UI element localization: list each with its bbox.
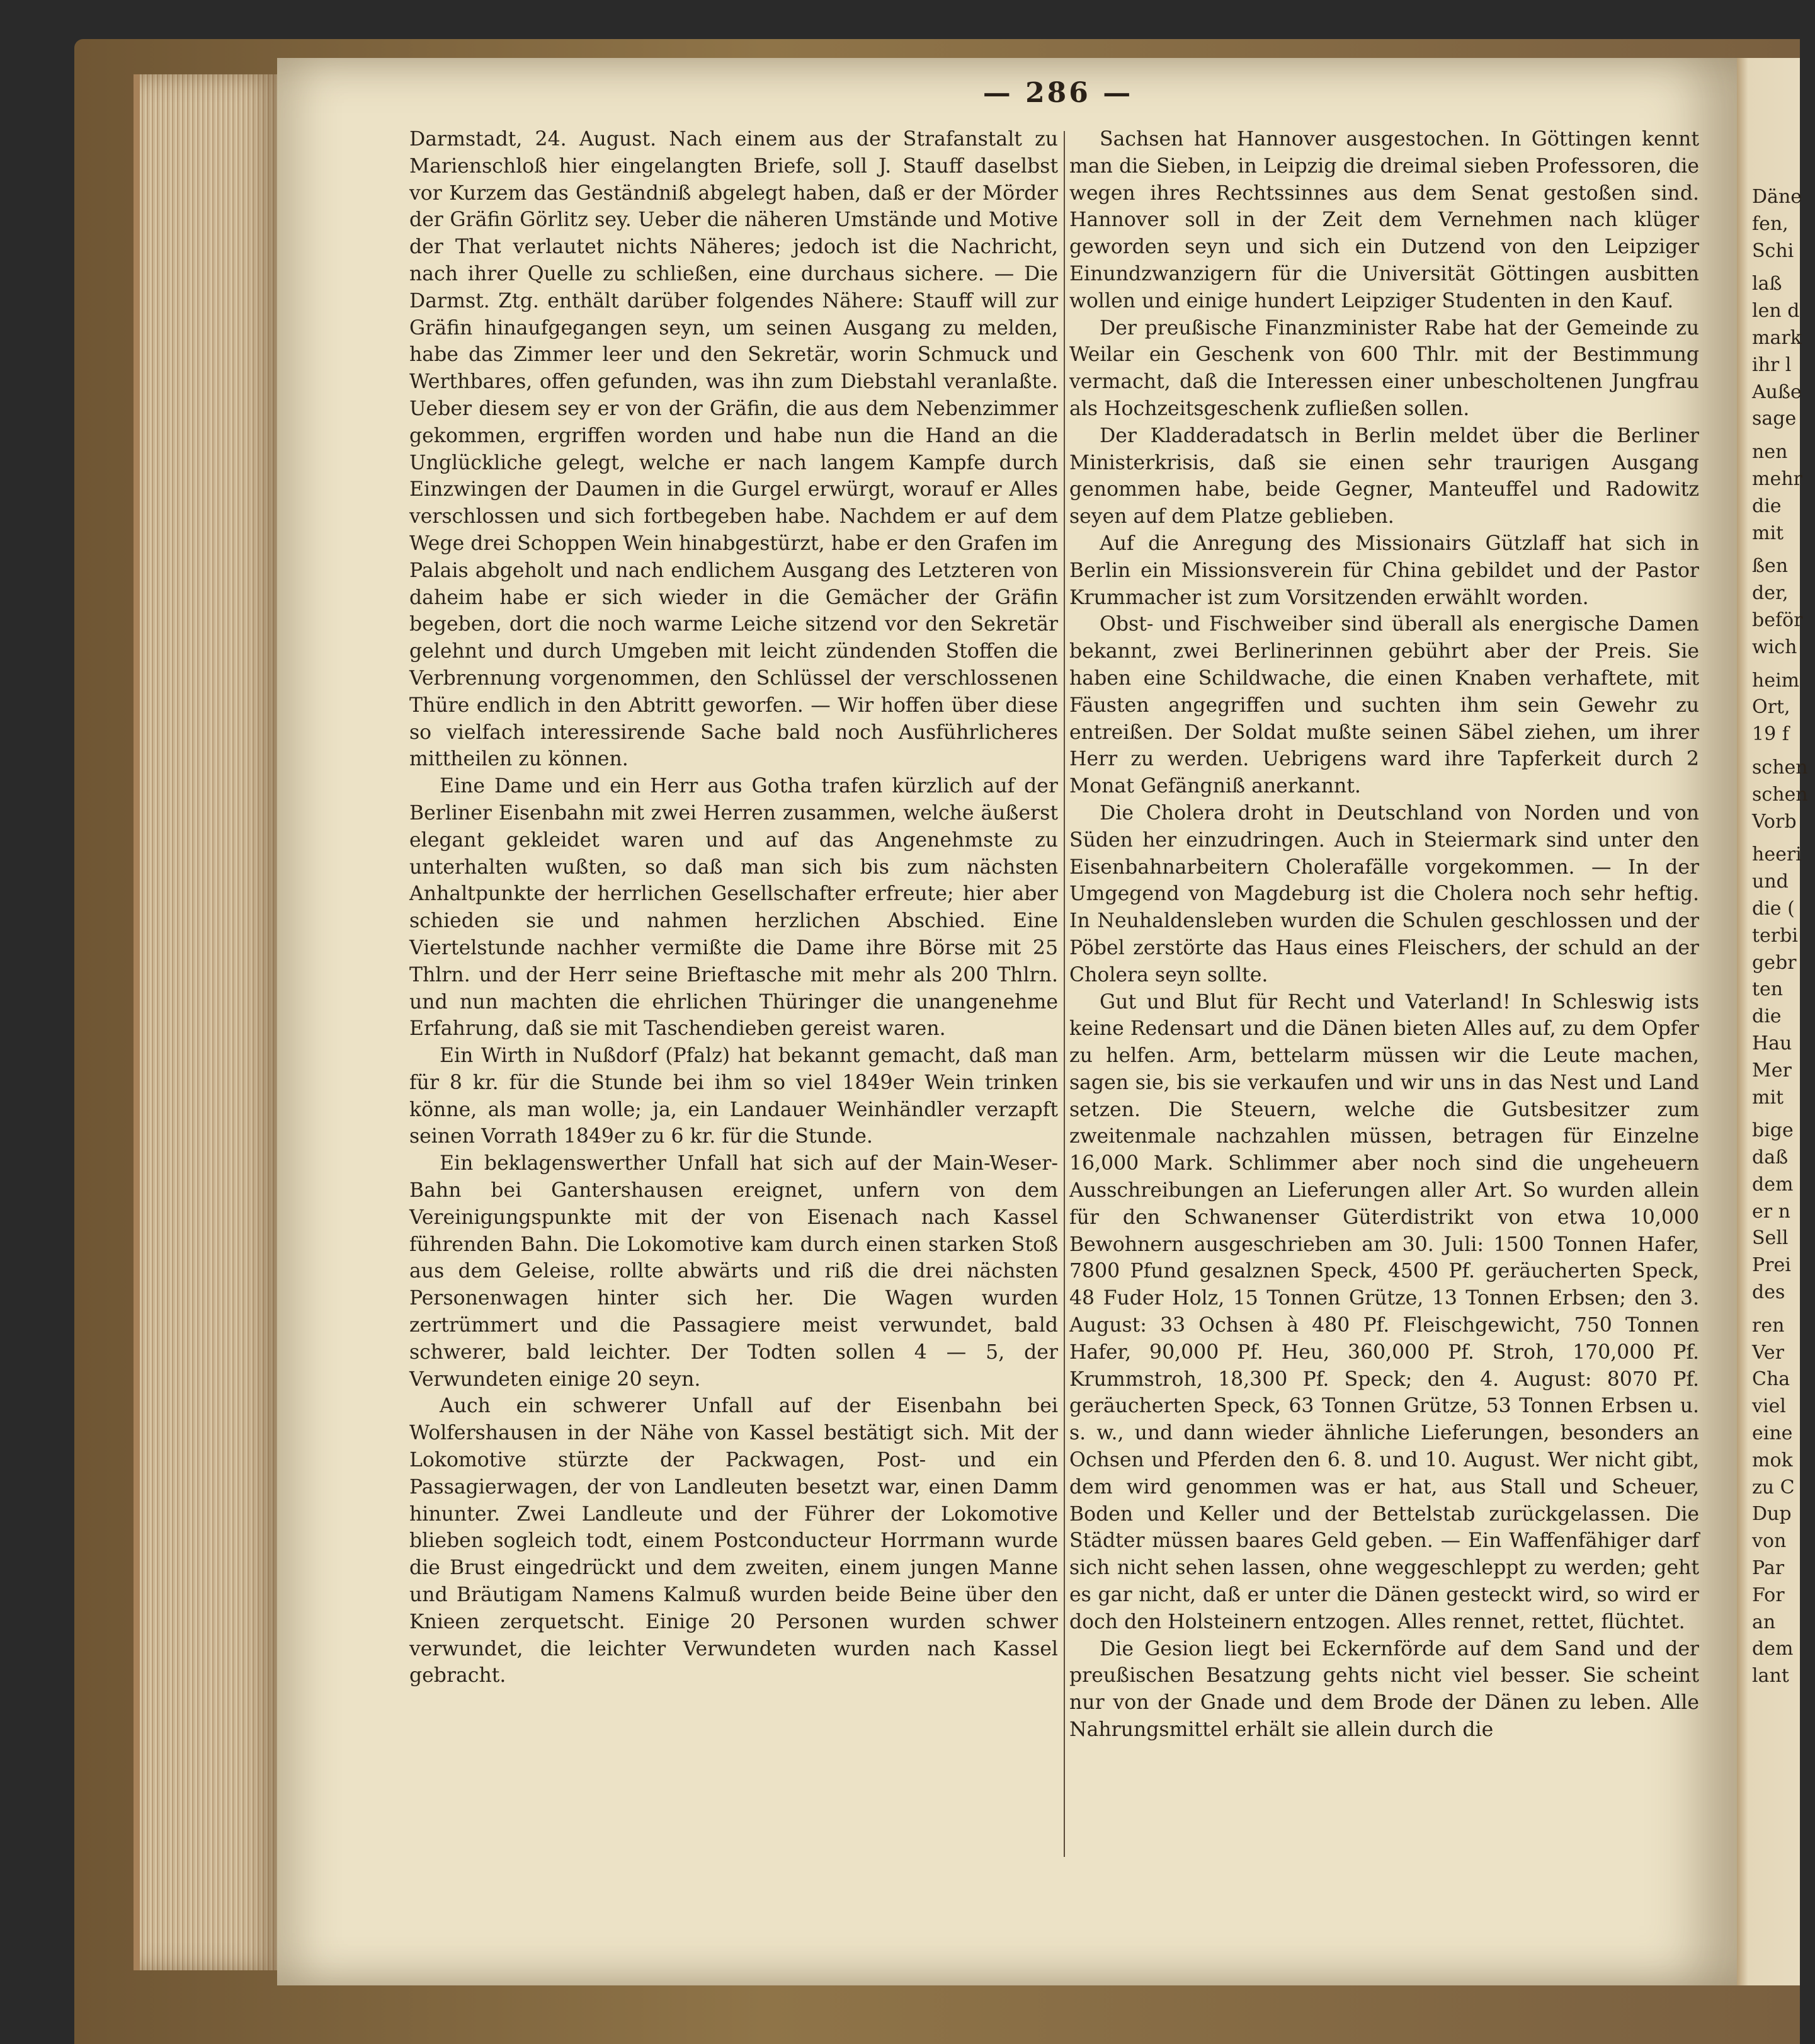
next-page-fragment xyxy=(1752,1111,1815,1117)
next-page-fragment: zu C xyxy=(1752,1476,1795,1499)
next-page-fragment: die xyxy=(1752,1005,1782,1028)
next-page-fragment: Hau xyxy=(1752,1032,1792,1054)
next-page-fragment: er n xyxy=(1752,1200,1790,1223)
next-page-fragment: Däne xyxy=(1752,186,1802,208)
next-page-fragment: bige xyxy=(1752,1119,1794,1142)
next-page-fragment: ren xyxy=(1752,1314,1785,1337)
next-page-fragment: ten xyxy=(1752,978,1784,1001)
left-column xyxy=(409,126,1058,1689)
next-page-fragment: sage xyxy=(1752,408,1797,430)
next-page-fragment: daß xyxy=(1752,1146,1789,1169)
next-page-fragment: Prei xyxy=(1752,1254,1791,1277)
next-page-text-fragments xyxy=(1752,184,1815,1690)
right-column xyxy=(1069,126,1699,1744)
next-page-fragment: mit xyxy=(1752,522,1784,544)
next-page-fragment xyxy=(1752,265,1815,271)
next-page-fragment: Dup xyxy=(1752,1503,1792,1526)
next-page-fragment: Vorb xyxy=(1752,810,1797,833)
article-saxony-hanover: Sachsen hat Hannover ausgestochen. In Göttingen kennt man die Sieben, in Leipzig die dreimal sieben Professoren, die wegen ihres Rechtssinnes aus dem Senat gestoßen sind. Hannover soll in der Zeit dem Vernehmen nach klüger geworden seyn und sich ein Dutzend von den Leipziger Einundzwanzigern für die Universität Göttingen ausbitten wollen und einige hundert Leipziger Studenten in den Kauf. xyxy=(1069,128,1699,312)
next-page-fragment: len d xyxy=(1752,300,1800,323)
article-wolfershausen-accident: Auch ein schwerer Unfall auf der Eisenbahn bei Wolfershausen in der Nähe von Kassel bestätigt sich. Mit der Lokomotive stürzte der Packwagen, Post- und ein Passagierwagen, der von Landleuten besetzt war, einen Damm hinunter. Zwei Landleute und der Führer der Lokomotive blieben sogleich todt, einem Postconducteur Horrmann wurde die Brust eingedrückt und dem zweiten, einem jungen Manne und Bräutigam Namens Kalmuß wurden beide Beine über den Knieen zerquetscht. Einige 20 Personen wurden schwer verwundet, die leichter Verwundeten wurden nach Kassel gebracht. xyxy=(409,1395,1058,1687)
next-page-fragment: terbi xyxy=(1752,924,1798,947)
next-page-fragment xyxy=(1752,433,1815,439)
next-page-fragment: und xyxy=(1752,871,1789,893)
article-gotha-pickpockets: Eine Dame und ein Herr aus Gotha trafen kürzlich auf der Berliner Eisenbahn mit zwei Herren zusammen, welche äußerst elegant gekleidet waren und auf das Angenehmste zu unterhalten wußten, so daß man sich bis zum nächsten Anhaltpunkte der herrlichen Gesellschafter erfreute; hier aber schieden sie und nahmen herzlichen Abschied. Eine Viertelstunde nachher vermißte die Dame ihre Börse mit 25 Thlrn. und der Herr seine Brieftasche mit mehr als 200 Thlrn. und nun machten die ehrlichen Thüringer die unangenehme Erfahrung, daß sie mit Taschendieben gereist waren. xyxy=(409,775,1058,1041)
next-page-fragment xyxy=(1752,1306,1815,1313)
next-page-fragment: eine xyxy=(1752,1422,1793,1445)
next-page-fragment: mark xyxy=(1752,326,1802,349)
next-page-fragment: dem xyxy=(1752,1638,1794,1660)
next-page-fragment: schen xyxy=(1752,756,1808,779)
article-mission-society: Auf die Anregung des Missionairs Gützlaff hat sich in Berlin ein Missionsverein für China gebildet und der Pastor Krummacher ist zum Vorsitzenden erwählt worden. xyxy=(1069,532,1699,609)
article-darmstadt: Darmstadt, 24. August. Nach einem aus der Strafanstalt zu Marienschloß hier eingelangten Briefe, soll J. Stauff daselbst vor Kurzem das Geständniß abgelegt haben, daß er der Mörder der Gräfin Görlitz sey. Ueber die näheren Umstände und Motive der That verlautet nichts Näheres; jedoch ist die Nachricht, nach ihrer Quelle zu schließen, eine durchaus sichere. — Die Darmst. Ztg. enthält darüber folgendes Nähere: Stauff will zur Gräfin hinaufgegangen seyn, um seinen Ausgang zu melden, habe das Zimmer leer und den Sekretär, worin Schmuck und Werthbares, offen gefunden, was ihn zum Diebstahl veranlaßte. Ueber diesem sey er von der Gräfin, die aus dem Nebenzimmer gekommen, ergriffen worden und habe nun die Hand an die Unglückliche gelegt, welche er nach langem Kampfe durch Einzwingen der Daumen in die Gurgel erwürgt, worauf er Alles verschlossen und sich fortbegeben habe. Nachdem er auf dem Wege drei Schoppen Wein hinabgestürzt, habe er den Grafen im Palais abgeholt und nach endlichem Ausgang des Letzteren von daheim habe er sich wieder in die Gemächer der Gräfin begeben, dort die noch warme Leiche sitzend vor den Sekretär gelehnt und durch Umgeben mit leicht zündenden Stoffen die Verbrennung vorgenommen, den Schlüssel der verschlossenen Thüre endlich in den Abtritt geworfen. — Wir hoffen über diese so vielfach interessirende Sache bald noch Ausführlicheres mittheilen zu können. xyxy=(409,128,1058,771)
article-finance-minister: Der preußische Finanzminister Rabe hat der Gemeinde zu Weilar ein Geschenk von 600 Thlr. mit der Bestimmung vermacht, daß die Interessen einer unbescholtenen Jungfrau als Hochzeitsgeschenk zufließen sollen. xyxy=(1069,316,1699,420)
next-page-fragment xyxy=(1752,748,1815,755)
next-page-fragment: lant xyxy=(1752,1665,1789,1687)
next-page-fragment: heeri xyxy=(1752,843,1802,866)
next-page-fragment: dem xyxy=(1752,1173,1794,1196)
next-page-fragment: des xyxy=(1752,1281,1785,1304)
next-page-fragment: 19 f xyxy=(1752,723,1789,746)
next-page-fragment: fen, xyxy=(1752,212,1789,235)
article-schleswig: Gut und Blut für Recht und Vaterland! In Schleswig ists keine Redensart und die Dänen bieten Alles auf, zu dem Opfer zu helfen. Arm, bettelarm müssen wir die Leute machen, sagen sie, bis sie verkaufen und wir uns in das Nest und Land setzen. Die Steuern, welche die Gutsbesitzer zum zweitenmale nachzahlen müssen, betragen für Einzelne 16,000 Mark. Schlimmer aber noch sind die ungeheuern Ausschreibungen an Lieferungen aller Art. So wurden allein für den Schwanenser Güterdistrikt von etwa 10,000 Bewohnern ausgeschrieben am 30. Juli: 1500 Tonnen Hafer, 7800 Pfund gesalznen Speck, 4500 Pf. geräucherten Speck, 48 Fuder Holz, 15 Tonnen Grütze, 13 Tonnen Erbsen; den 3. August: 33 Ochsen à 480 Pf. Fleischgewicht, 750 Tonnen Hafer, 90,000 Pf. Heu, 360,000 Pf. Stroh, 170,000 Pf. Krummstroh, 18,300 Pf. Speck; den 4. August: 8070 Pf. geräucherten Speck, 63 Tonnen Grütze, 53 Tonnen Erbsen u. s. w., und dann wieder ähnliche Lieferungen, besonders an Ochsen und Pferden den 6. 8. und 10. August. Wer nicht gibt, dem wird genommen was er hat, aus Stall und Scheuer, Boden und Keller und der Bettelstab zurückgelassen. Die Städter müssen baares Geld geben. — Ein Waffenfähiger darf sich nicht sehen lassen, ohne weggeschleppt zu werden; geht es gar nicht, daß er unter die Dänen gesteckt wird, so wird er doch den Holsteinern entzogen. Alles rennet, rettet, flüchtet. xyxy=(1069,990,1699,1633)
next-page-fragment: mit xyxy=(1752,1086,1784,1109)
next-page-fragment: gebr xyxy=(1752,951,1797,974)
next-page-fragment: wich xyxy=(1752,636,1797,658)
next-page-fragment: Mer xyxy=(1752,1059,1792,1082)
next-page-fragment: Ver xyxy=(1752,1341,1785,1364)
next-page-fragment: mehr xyxy=(1752,467,1802,490)
next-page-fragment: nen xyxy=(1752,441,1788,464)
next-page-fragment: laß xyxy=(1752,273,1782,295)
next-page-fragment: heim xyxy=(1752,669,1800,692)
next-page-fragment: schen xyxy=(1752,783,1808,806)
article-berlin-fishwives: Obst- und Fischweiber sind überall als energische Damen bekannt, zwei Berlinerinnen gebührt aber der Preis. Sie haben eine Schildwache, die einen Knaben verhaftete, mit Fäusten angegriffen und suchten ihm sein Gewehr zu entreißen. Der Soldat mußte seinen Säbel ziehen, um ihrer Herr zu werden. Uebrigens ward ihre Tapferkeit durch 2 Monat Gefängniß anerkannt. xyxy=(1069,613,1699,798)
next-page-fragment: Sell xyxy=(1752,1227,1789,1250)
next-page-fragment: Auße xyxy=(1752,380,1802,403)
next-page-fragment xyxy=(1752,835,1815,842)
next-page-fragment: Ort, xyxy=(1752,696,1790,719)
next-page-fragment: der, xyxy=(1752,582,1789,605)
article-gefion: Die Gesion liegt bei Eckernförde auf dem Sand und der preußischen Besatzung gehts nicht viel besser. Sie scheint nur von der Gnade und dem Brode der Dänen zu leben. Alle Nahrungsmittel erhält sie allein durch die xyxy=(1069,1637,1699,1742)
column-divider xyxy=(1064,131,1065,1857)
next-page-fragment: die ( xyxy=(1752,897,1795,920)
next-page-fragment: beför xyxy=(1752,608,1803,631)
next-page-fragment: ihr l xyxy=(1752,353,1792,376)
next-page-fragment: viel xyxy=(1752,1395,1786,1418)
next-page-edge xyxy=(1737,58,1808,1985)
next-page-fragment: die xyxy=(1752,494,1782,517)
next-page-fragment: Cha xyxy=(1752,1368,1790,1391)
next-page-fragment: For xyxy=(1752,1584,1785,1606)
next-page-fragment: Par xyxy=(1752,1557,1785,1580)
article-nussdorf-wine: Ein Wirth in Nußdorf (Pfalz) hat bekannt gemacht, daß man für 8 kr. für die Stunde bei ihm so viel 1849er Wein trinken könne, als man wolle; ja, ein Landauer Weinhändler verzapft seinen Vorrath 1849er zu 6 kr. für die Stunde. xyxy=(409,1044,1058,1148)
next-page-fragment: von xyxy=(1752,1530,1787,1553)
next-page-fragment: Schi xyxy=(1752,239,1794,262)
next-page-fragment: an xyxy=(1752,1611,1776,1633)
article-cholera: Die Cholera droht in Deutschland von Norden und von Süden her einzudringen. Auch in Steiermark sind unter den Eisenbahnarbeitern Cholerafälle vorgekommen. — In der Umgegend von Magdeburg ist die Cholera noch sehr heftig. In Neuhaldensleben wurden die Schulen geschlossen und der Pöbel zerstörte das Haus eines Fleischers, der schuld an der Cholera seyn sollte. xyxy=(1069,801,1699,986)
next-page-fragment xyxy=(1752,547,1815,553)
page-number: — 286 — xyxy=(982,77,1134,109)
next-page-fragment xyxy=(1752,661,1815,668)
article-main-weser-accident: Ein beklagenswerther Unfall hat sich auf der Main-Weser-Bahn bei Gantershausen ereignet, unfern von dem Vereinigungspunkte mit der von Eisenach nach Kassel führenden Bahn. Die Lokomotive kam durch einen starken Stoß aus dem Geleise, rollte abwärts und riß die drei nächsten Personenwagen hinter sich her. Die Wagen wurden zertrümmert und die Passagiere meist verwundet, bald schwerer, bald leichter. Der Todten sollen 4 — 5, der Verwundeten einige 20 seyn. xyxy=(409,1152,1058,1391)
article-kladderadatsch: Der Kladderadatsch in Berlin meldet über die Berliner Ministerkrisis, daß sie einen sehr traurigen Ausgang genommen habe, beide Gegner, Manteuffel und Radowitz seyen auf dem Platze geblieben. xyxy=(1069,424,1699,528)
next-page-fragment: mok xyxy=(1752,1449,1793,1471)
page-edges xyxy=(134,74,285,1970)
next-page-fragment: ßen xyxy=(1752,555,1789,578)
